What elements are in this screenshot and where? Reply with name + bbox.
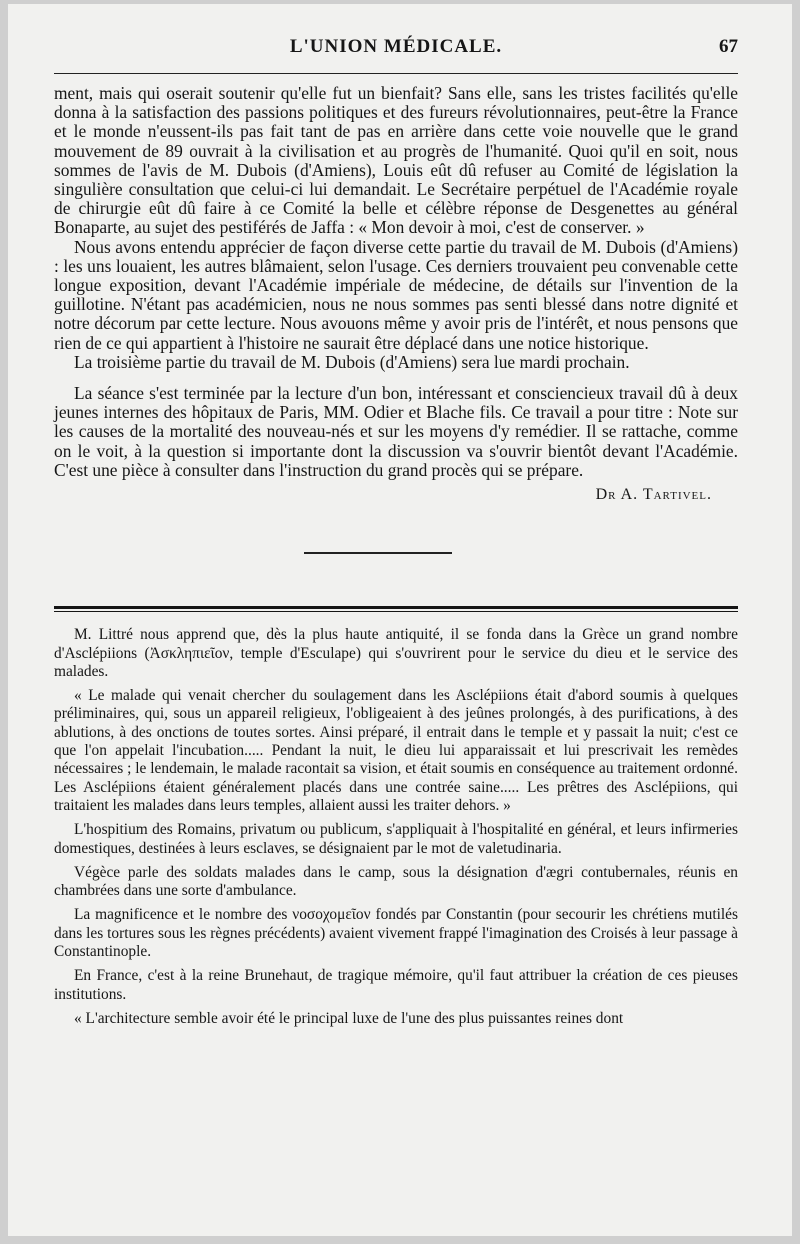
section-divider [54,606,738,612]
feuilleton-section [54,626,738,1028]
feuilleton-paragraph-5: La magnificence et le nombre des νοσοχομεῖον fondés par Constantin (pour secourir les chrétiens mutilés dans les tortures sous les règnes précédents) avaient vivement frappé l'imagination des Croisés à leur passage à Constantinople. [54,906,738,961]
feuilleton-paragraph-2: « Le malade qui venait chercher du soulagement dans les Asclépiions était d'abord soumis à quelques préliminaires, qui, sous un appareil religieux, l'obligeaient à des jeûnes prolongés, à des purifications, à des ablutions, à des onctions de toutes sortes. Ainsi préparé, il entrait dans le temple et y passait la nuit; c'est ce que l'on appelait l'incubation..... Pendant la nuit, le dieu lui apparaissait et lui prescrivait les remèdes nécessaires ; le lendemain, le malade racontait sa vision, et était soumis en conséquence au traitement ordonné. Les Asclépiions étaient généralement placés dans une contrée saine..... Les prêtres des Asclépiions, qui traitaient les malades dans leurs temples, allaient aussi les traiter dehors. » [54,687,738,814]
journal-page [8,4,792,1236]
feuilleton-paragraph-4: Végèce parle des soldats malades dans le camp, sous la désignation d'ægri contubernales, réunis en chambrées dans une sorte d'ambulance. [54,863,738,900]
journal-title: L'UNION MÉDICALE. [289,36,503,57]
main-article [54,84,738,504]
feuilleton-paragraph-7: « L'architecture semble avoir été le principal luxe de l'une des plus puissantes reines dont [74,1009,624,1027]
feuilleton-paragraph-1: M. Littré nous apprend que, dès la plus haute antiquité, il se fonda dans la Grèce un grand nombre d'Asclépiions (Ἀσκληπιεῖον, temple d'Esculape) qui s'ouvrirent pour le service du dieu et le service des malades. [54,626,738,680]
article-paragraph-3: La troisième partie du travail de M. Dubois (d'Amiens) sera lue mardi prochain. [74,351,630,372]
feuilleton-paragraph-6: En France, c'est à la reine Brunehaut, de tragique mémoire, qu'il faut attribuer la création de ces pieuses institutions. [54,967,738,1003]
author-signature: Dr A. Tartivel. [595,486,712,504]
header-rule [54,73,738,74]
article-end-rule [304,552,452,554]
article-paragraph-2: Nous avons entendu apprécier de façon diverse cette partie du travail de M. Dubois (d'Amiens) : les uns louaient, les autres blâmaient, selon l'usage. Ces derniers trouvaient peu convenable cette longue exposition, devant l'Académie impériale de médecine, de détails sur l'invention de la guillotine. N'étant pas académicien, nous ne nous sommes pas senti blessé dans notre dignité et notre décorum par cette lecture. Nous avouons même y avoir pris de l'intérêt, et nous pensons que rien de ce qui appartient à l'histoire ne saurait être déplacé dans une notice historique. [54,236,738,353]
page-number: 67 [719,36,738,57]
feuilleton-paragraph-3: L'hospitium des Romains, privatum ou publicum, s'appliquait à l'hospitalité en général, et leurs infirmeries domestiques, destinées à leurs esclaves, se désignaient par le mot de valetudinaria. [54,821,738,857]
article-paragraph-4: La séance s'est terminée par la lecture d'un bon, intéressant et consciencieux travail dû à deux jeunes internes des hôpitaux de Paris, MM. Odier et Blache fils. Ce travail a pour titre : Note sur les causes de la mortalité des nouveau-nés et sur les moyens d'y remédier. Il se rattache, comme on le voit, à la question si importante dont la discussion va s'ouvrir bientôt devant l'Académie. C'est une pièce à consulter dans l'instruction du grand procès qui se prépare. [54,383,738,480]
article-paragraph-1: ment, mais qui oserait soutenir qu'elle fut un bienfait? Sans elle, sans les tristes facilités qu'elle donna à la satisfaction des passions politiques et des fureurs révolutionnaires, peut-être la France et le monde n'eussent-ils pas fait tant de pas en arrière dans cette voie nouvelle que le grand mouvement de 89 ouvrait à la civilisation et au progrès de l'humanité. Quoi qu'il en soit, nous sommes de l'avis de M. Dubois (d'Amiens), Louis eût dû refuser au Comité de législation la singulière consultation que celui-ci lui demandait. Le Secrétaire perpétuel de l'Académie royale de chirurgie eût dû faire à ce Comité la belle et célèbre réponse de Desgenettes au général Bonaparte, au sujet des pestiférés de Jaffa : « Mon devoir à moi, c'est de conserver. » [54,83,738,238]
page-header [54,36,738,66]
